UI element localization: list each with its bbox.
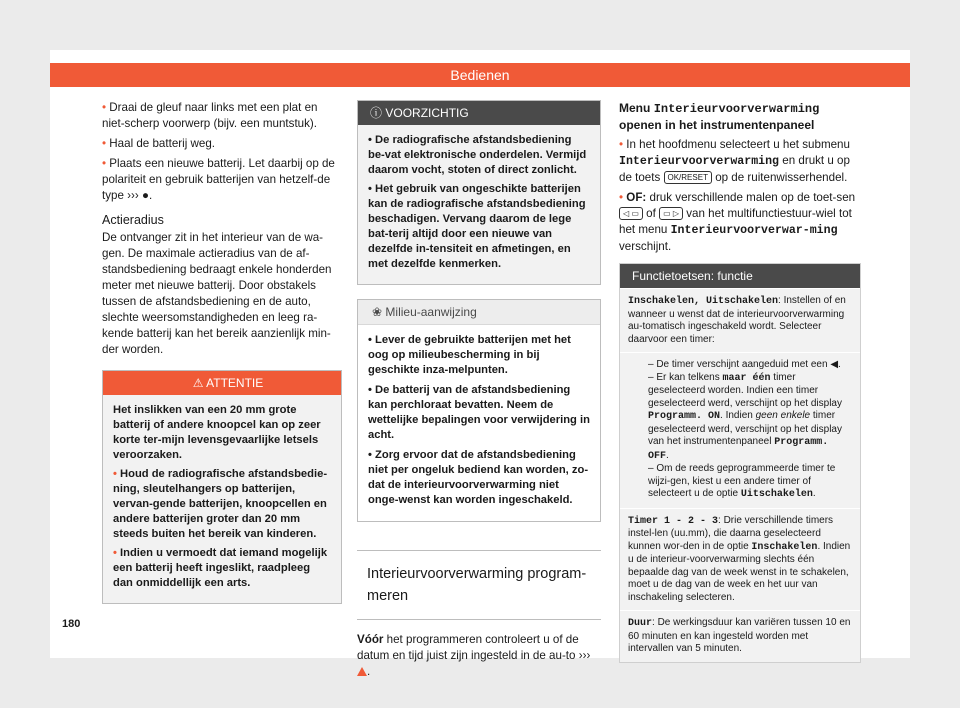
- table-row: Inschakelen, Uitschakelen: Instellen of en wanneer u wenst dat de interieurvoorverwarming au-tomatisch ingeschakeld wordt. Selecteer daarvoor een timer:: [620, 288, 860, 352]
- caution-box: [357, 100, 601, 285]
- environment-box: [357, 299, 601, 522]
- info-icon: ●: [141, 189, 149, 202]
- table-row: Duur: De werkingsduur kan variëren tussen 10 en 60 minuten en kan ingesteld worden met intervallen van 5 minuten.: [620, 610, 860, 662]
- paragraph: De ontvanger zit in het interieur van de wa-gen. De maximale actieradius van de af-standsbediening bedraagt enkele honderden meter met nieuwe batterij. Door obstakels tussen de afstandsbediening en de auto, slechte weersomstandigheden en leeg ra-kende batterij kan het bereik aanzienlijk min-der worden.: [102, 231, 332, 356]
- table-row: – De timer verschijnt aangeduid met een ◀. – Er kan telkens maar één timer geselecteerd worden. Indien een timer geselecteerd werd, verschijnt op het display Programm. ON. Indien geen enkele timer geselecteerd werd, verschijnt op het display van het instrumentenpaneel Programm. OFF. – Om de reeds geprogrammeerde timer te wijzi-gen, kiest u een andere timer of selecteert u de optie Uitschakelen.: [620, 352, 860, 508]
- page-number: 180: [62, 618, 81, 630]
- column-left: [102, 100, 342, 604]
- info-icon: ⓘ: [370, 106, 383, 120]
- list-item: • OF: druk verschillende malen op de toet-sen ◁ ▭ of ▭ ▷ van het multifunctiestuur-wiel tot het menu Interieurvoorverwar-ming verschijnt.: [619, 191, 856, 253]
- function-table: [619, 263, 861, 663]
- section-title: Interieurvoorverwarming program-meren: [357, 550, 601, 620]
- table-header: Functietoetsen: functie: [620, 264, 860, 288]
- menu-heading: Menu Interieurvoorverwarming openen in het instrumentenpaneel: [619, 101, 820, 132]
- list-item: • Draai de gleuf naar links met een plat en niet-scherp voorwerp (bijv. een muntstuk).: [102, 101, 318, 130]
- warning-icon: [357, 667, 367, 676]
- page-header: Bedienen: [50, 63, 910, 87]
- right-arrow-key-icon: ▭ ▷: [659, 207, 683, 220]
- column-right: [619, 100, 861, 663]
- left-arrow-key-icon: ◁ ▭: [619, 207, 643, 220]
- list-item: • Plaats een nieuwe batterij. Let daarbij op de polariteit en gebruik batterijen van hetzelf-de type ››› ●.: [102, 157, 335, 202]
- table-row: Timer 1 - 2 - 3: Drie verschillende timers instel-len (uu.mm), die daarna geselecteerd kunnen wor-den in de optie Inschakelen. Indien u de interieur-voorverwarming slechts één bepaalde dag van de week wenst in te schakelen, moet u de dag van de week en het uur van inschakeling selecteren.: [620, 508, 860, 611]
- subheading: Actieradius: [102, 213, 164, 227]
- list-item: • In het hoofdmenu selecteert u het submenu Interieurvoorverwarming en drukt u op de toets OK/RESET op de ruitenwisserhendel.: [619, 138, 850, 184]
- caution-header: ⓘ VOORZICHTIG: [358, 101, 600, 125]
- paragraph: Vóór het programmeren controleert u of de datum en tijd juist zijn ingesteld in de au-to ››› .: [357, 633, 591, 678]
- list-item: • Haal de batterij weg.: [102, 137, 215, 150]
- caution-body: • De radiografische afstandsbediening be-vat elektronische onderdelen. Vermijd daarom vocht, stoten of direct zonlicht. • Het gebruik van ongeschikte batterijen kan de radiografische afstandsbediening beschadigen. Vervang daarom de lege bat-terij altijd door een nieuwe van dezelfde in-tensiteit en afmetingen, en met dezelfde kenmerken.: [358, 125, 600, 284]
- environment-body: • Lever de gebruikte batterijen met het oog op milieubescherming in bij geschikte inza-melpunten. • De batterij van de afstandsbediening kan perchloraat bevatten. Neem de wettelijke bepalingen voor verwijdering in acht. • Zorg ervoor dat de afstandsbediening niet per ongeluk bediend kan worden, zo-dat de interieurvoorverwarming niet onge-wenst kan worden ingeschakeld.: [358, 325, 600, 521]
- ok-reset-key: OK/RESET: [664, 171, 712, 184]
- warning-header: ⚠ ATTENTIE: [103, 371, 341, 395]
- column-middle: [357, 100, 601, 684]
- warning-box: [102, 370, 342, 604]
- warning-body: Het inslikken van een 20 mm grote batterij of andere knoopcel kan op zeer korte ter-mijn levensgevaarlijke letsels veroorzaken. • Houd de radiografische afstandsbedie-ning, sleutelhangers op batterijen, vervan-gende batterijen, knoopcellen en andere batterijen groter dan 20 mm steeds buiten het bereik van kinderen. • Indien u vermoedt dat iemand mogelijk een batterij heeft ingeslikt, raadpleeg dan onmiddellijk een arts.: [103, 395, 341, 603]
- environment-header: ❀ Milieu-aanwijzing: [358, 300, 600, 325]
- leaf-icon: ❀: [372, 305, 383, 319]
